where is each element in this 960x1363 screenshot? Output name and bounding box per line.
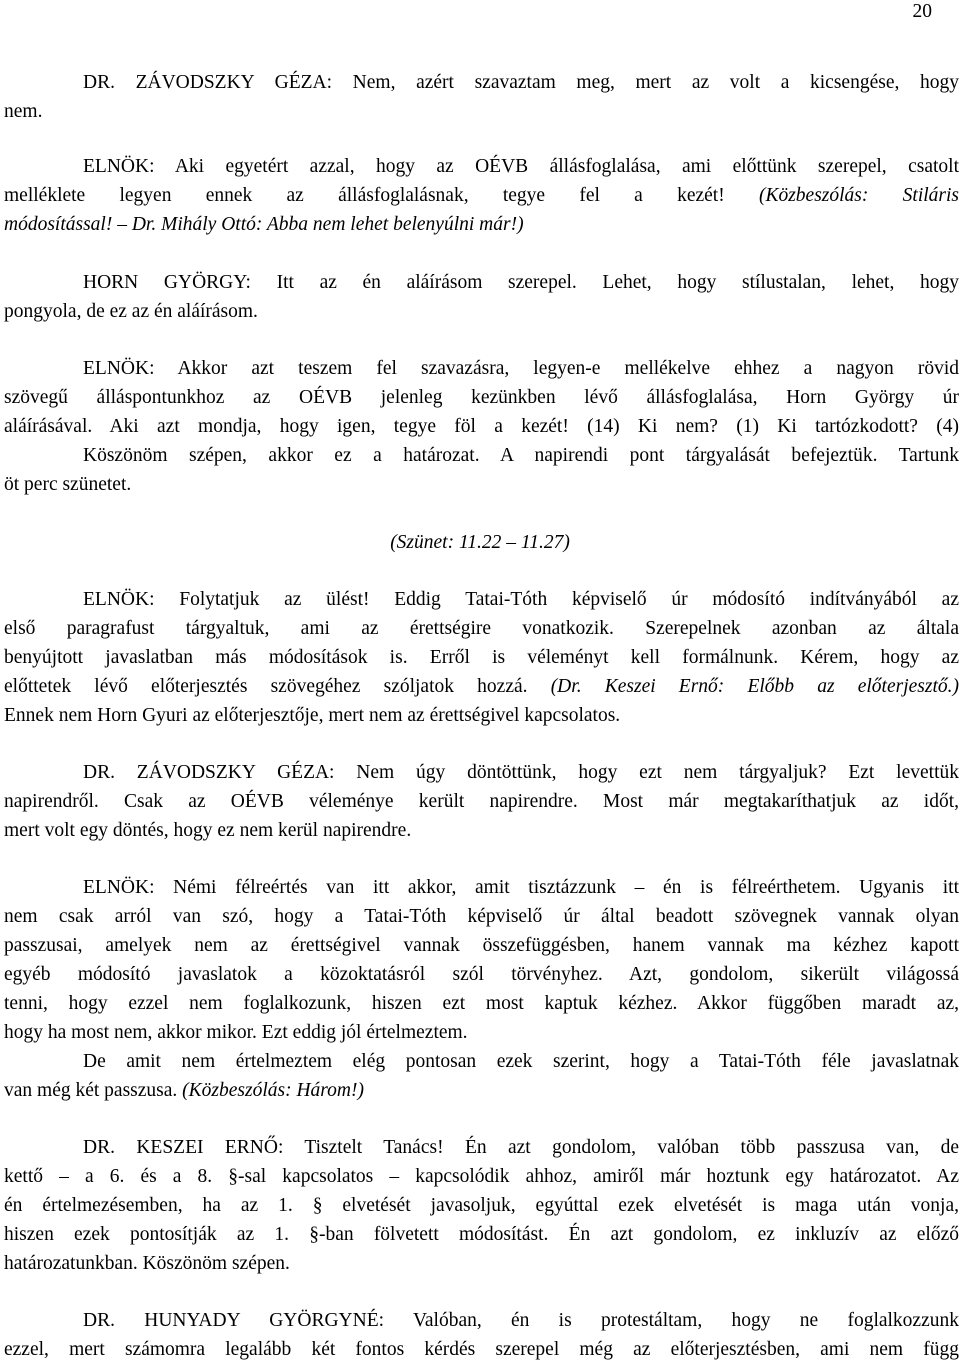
text-segment: DR. KESZEI ERNŐ: Tisztelt Tanács! Én azt gondolom, valóban több passzusa van, de [83,1137,959,1158]
text-segment: HORN GYÖRGY: Itt az én aláírásom szerepel. Lehet, hogy stílustalan, lehet, hogy [83,272,959,293]
text-line [4,903,959,930]
text-line [4,298,959,325]
text-line [83,442,959,469]
italic-segment: (Szünet: 11.22 – 11.27) [390,532,570,553]
text-line [4,1192,959,1219]
text-line [4,384,959,411]
text-segment: aláírásával. Aki azt mondja, hogy igen, tegye föl a kezét! (14) Ki nem? (1) Ki tartózkodott? (4) [4,416,959,437]
italic-segment: (Közbeszólás: Három!) [182,1080,364,1101]
text-line [4,1163,959,1190]
text-line [0,529,960,556]
text-segment: hiszen ezek pontosítják az 1. §-ban fölvetett módosítást. Én azt gondolom, ez inkluzív az előző [4,1224,959,1245]
text-line [83,1307,959,1334]
text-line [83,1134,959,1161]
text-segment: Köszönöm szépen, akkor ez a határozat. A napirendi pont tárgyalását befejeztük. Tartunk [83,445,959,466]
text-segment: DR. ZÁVODSZKY GÉZA: Nem úgy döntöttünk, hogy ezt nem tárgyaljuk? Ezt levettük [83,762,959,783]
text-line [4,615,959,642]
text-line [4,990,959,1017]
text-segment: DR. HUNYADY GYÖRGYNÉ: Valóban, én is protestáltam, hogy ne foglalkozzunk [83,1310,959,1331]
text-line [83,355,959,382]
page-header [0,0,960,26]
text-line [4,211,959,238]
text-line [4,788,959,815]
italic-segment: (Dr. Keszei Ernő: Előbb az előterjesztő.) [550,676,959,697]
text-segment: ELNÖK: Némi félreértés van itt akkor, amit tisztázzunk – én is félreérthetem. Ugyanis itt [83,877,959,898]
text-line [4,413,959,440]
italic-segment: módosítással! – Dr. Mihály Ottó: Abba nem lehet belenyúlni már!) [4,214,524,235]
text-segment: előttetek lévő előterjesztés szövegéhez szóljatok hozzá. [4,676,551,697]
text-line [4,673,959,700]
text-segment: DR. ZÁVODSZKY GÉZA: Nem, azért szavaztam meg, mert az volt a kicsengése, hogy [83,72,959,93]
text-line [83,586,959,613]
text-line [4,98,959,125]
text-line [4,471,959,498]
text-line [83,874,959,901]
text-line [83,69,959,96]
text-segment: Ennek nem Horn Gyuri az előterjesztője, mert nem az érettségivel kapcsolatos. [4,705,621,726]
text-segment: nem. [4,101,43,122]
text-segment: ELNÖK: Akkor azt teszem fel szavazásra, legyen-e mellékelve ehhez a nagyon rövid [83,358,959,379]
text-line [4,1250,959,1277]
text-segment: egyéb módosító javaslatok a közoktatásról szól törvényhez. Azt, gondolom, sikerült világossá [4,964,959,985]
text-segment: pongyola, de ez az én aláírásom. [4,301,258,322]
text-segment: ELNÖK: Folytatjuk az ülést! Eddig Tatai-Tóth képviselő úr módosító indítványából az [83,589,959,610]
text-line [83,269,959,296]
text-segment: határozatunkban. Köszönöm szépen. [4,1253,290,1274]
text-line [4,817,959,844]
page-number: 20 [912,1,932,22]
text-segment: szövegű álláspontunkhoz az OÉVB jelenleg kezünkben lévő állásfoglalása, Horn György úr [4,387,959,408]
text-segment: öt perc szünetet. [4,474,132,495]
text-line [4,1336,959,1363]
text-line [83,759,959,786]
text-line [4,1077,959,1104]
text-segment: De amit nem értelmeztem elég pontosan ezek szerint, hogy a Tatai-Tóth féle javaslatnak [83,1051,959,1072]
text-segment: első paragrafust tárgyaltuk, ami az érettségire vonatkozik. Szerepelnek azonban az általa [4,618,959,639]
text-segment: van még két passzusa. [4,1080,183,1101]
text-line [4,1221,959,1248]
text-line [4,644,959,671]
text-segment: nem csak arról van szó, hogy a Tatai-Tóth képviselő úr által beadott szövegnek vannak olyan [4,906,959,927]
text-line [4,932,959,959]
text-line [4,182,959,209]
text-segment: napirendről. Csak az OÉVB véleménye került napirendre. Most már megtakaríthatjuk az időt, [4,791,959,812]
text-line [83,153,959,180]
text-segment: melléklete legyen ennek az állásfoglalásnak, tegye fel a kezét! [4,185,759,206]
text-line [4,1019,959,1046]
text-segment: ezzel, mert számomra legalább két fontos kérdés szerepel még az előterjesztésben, ami nem függ [4,1339,959,1360]
text-line [4,702,959,729]
text-line [83,1048,959,1075]
text-segment: kettő – a 6. és a 8. §-sal kapcsolatos – kapcsolódik ahhoz, amiről már hoztunk egy határozatot. Az [4,1166,959,1187]
italic-segment: (Közbeszólás: Stiláris [758,185,959,206]
text-segment: passzusai, amelyek nem az érettségivel vannak összefüggésben, hanem vannak ma kézhez kapott [4,935,959,956]
text-segment: hogy ha most nem, akkor mikor. Ezt eddig jól értelmeztem. [4,1022,468,1043]
text-segment: mert volt egy döntés, hogy ez nem kerül napirendre. [4,820,412,841]
text-line [4,961,959,988]
text-segment: ELNÖK: Aki egyetért azzal, hogy az OÉVB állásfoglalása, ami előttünk szerepel, csatolt [83,156,959,177]
text-segment: benyújtott javaslatban más módosítások is. Erről is véleményt kell formálnunk. Kérem, hogy az [4,647,959,668]
text-segment: én értelmezésemben, ha az 1. § elvetését javasoljuk, egyúttal ezek elvetését is maga után vonja, [4,1195,959,1216]
text-segment: tenni, hogy ezzel nem foglalkozunk, hiszen ezt most kaptuk kézhez. Akkor függőben maradt az, [4,993,959,1014]
